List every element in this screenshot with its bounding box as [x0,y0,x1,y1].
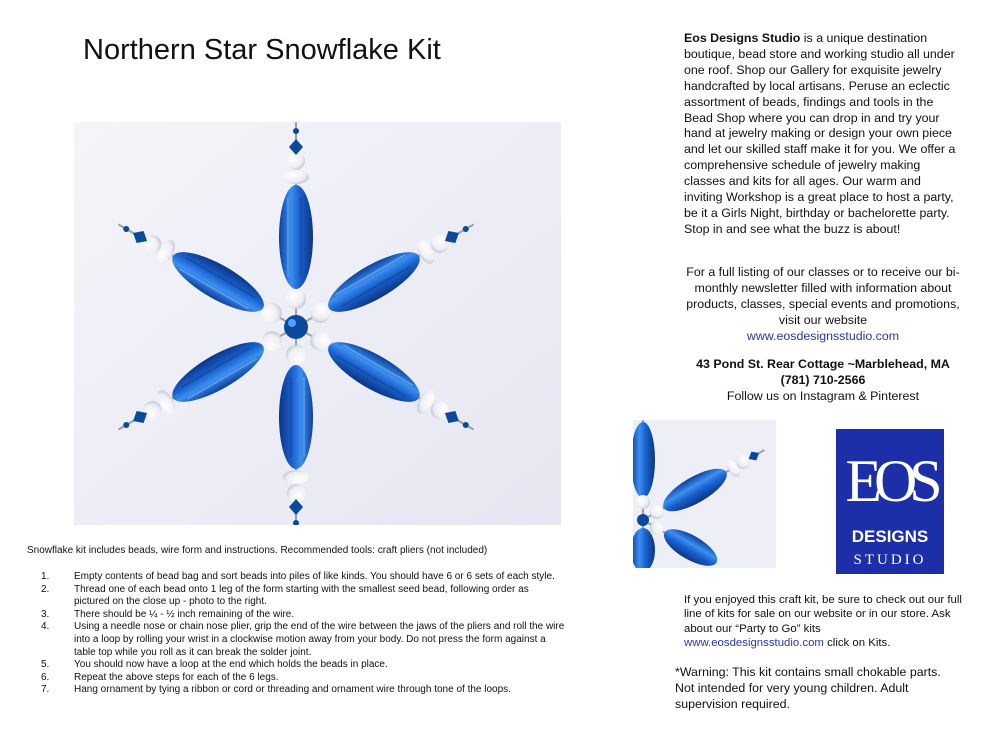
instruction-step: 4. Using a needle nose or chain nose plier, grip the end of the wire between the jaws of the pliers and roll the wire into a loop by rolling your wrist in a clockwise motion away from your body. Do not press the form against a table top while you roll as it can break the solder joint. [41,621,565,658]
studio-name: Eos Designs Studio [684,31,801,45]
logo-designs: DESIGNS [851,527,929,546]
social-note: Follow us on Instagram & Pinterest [726,388,920,403]
phone-number: (781) 710-2566 [780,372,866,387]
instruction-step: 6. Repeat the above steps for each of the 6 legs. [41,671,279,683]
kits-promo-suffix: click on Kits. [823,636,891,649]
kits-promo-text: If you enjoyed this craft kit, be sure to check out our full line of kits for sale on our website or in our store. Ask about our “Party to Go” kits [684,594,962,635]
contact-info [684,357,962,405]
kit-contents-note: Snowflake kit includes beads, wire form and instructions. Recommended tools: craft pliers (not included) [27,545,488,556]
snowflake-photo [74,122,561,525]
instruction-step: 2. Thread one of each bead onto 1 leg of the form starting with the smallest seed bead, following order as pictured on the close up - photo to the right. [41,583,529,608]
choking-warning: *Warning: This kit contains small chokable parts. Not intended for very young children. Adult supervision required. [675,665,941,711]
logo-studio: STUDIO [853,552,927,568]
closeup-photo [633,420,776,568]
eos-logo [836,429,944,574]
snowflake-photo-graphic [74,122,561,525]
studio-description-text: is a unique destination boutique, bead store and working studio all under one roof. Shop our Gallery for exquisite jewelry handcrafted by local artisans. Peruse an eclectic assortment of beads, findings and tools in the Bead Shop where you can drop in and try your hand at jewelry making or design your own piece and let our skilled staff make it for you. We offer a comprehensive schedule of jewelry making classes and kits for all ages. Our warm and inviting Workshop is a great place to host a party, be it a Girls Night, birthday or bachelorette party. Stop in and see what the buzz is about! [684,31,956,236]
studio-description [684,31,962,238]
logo-letters: EOS [845,448,935,514]
instruction-step: 3. There should be ¼ - ½ inch remaining of the wire. [41,608,295,620]
kits-website-link[interactable]: www.eosdesignsstudio.com [684,636,824,649]
street-address: 43 Pond St. Rear Cottage ~Marblehead, MA [696,357,950,371]
eos-logo-graphic [836,429,944,574]
closeup-photo-graphic [633,420,776,568]
newsletter-info [684,265,962,345]
website-link[interactable]: www.eosdesignsstudio.com [746,328,900,343]
kits-promo [684,593,969,650]
page-title: Northern Star Snowflake Kit [83,34,441,66]
instruction-step: 1. Empty contents of bead bag and sort beads into piles of like kinds. You should have 6 or 6 sets of each style. [41,571,555,582]
instruction-step: 7. Hang ornament by tying a ribbon or cord or threading and ornament wire through tone of the loops. [41,684,511,696]
instruction-list [27,571,567,697]
newsletter-text: For a full listing of our classes or to receive our bi-monthly newsletter filled with information about products, classes, special events and promotions, visit our website [686,265,960,327]
instruction-step: 5. You should now have a loop at the end which holds the beads in place. [41,659,388,671]
